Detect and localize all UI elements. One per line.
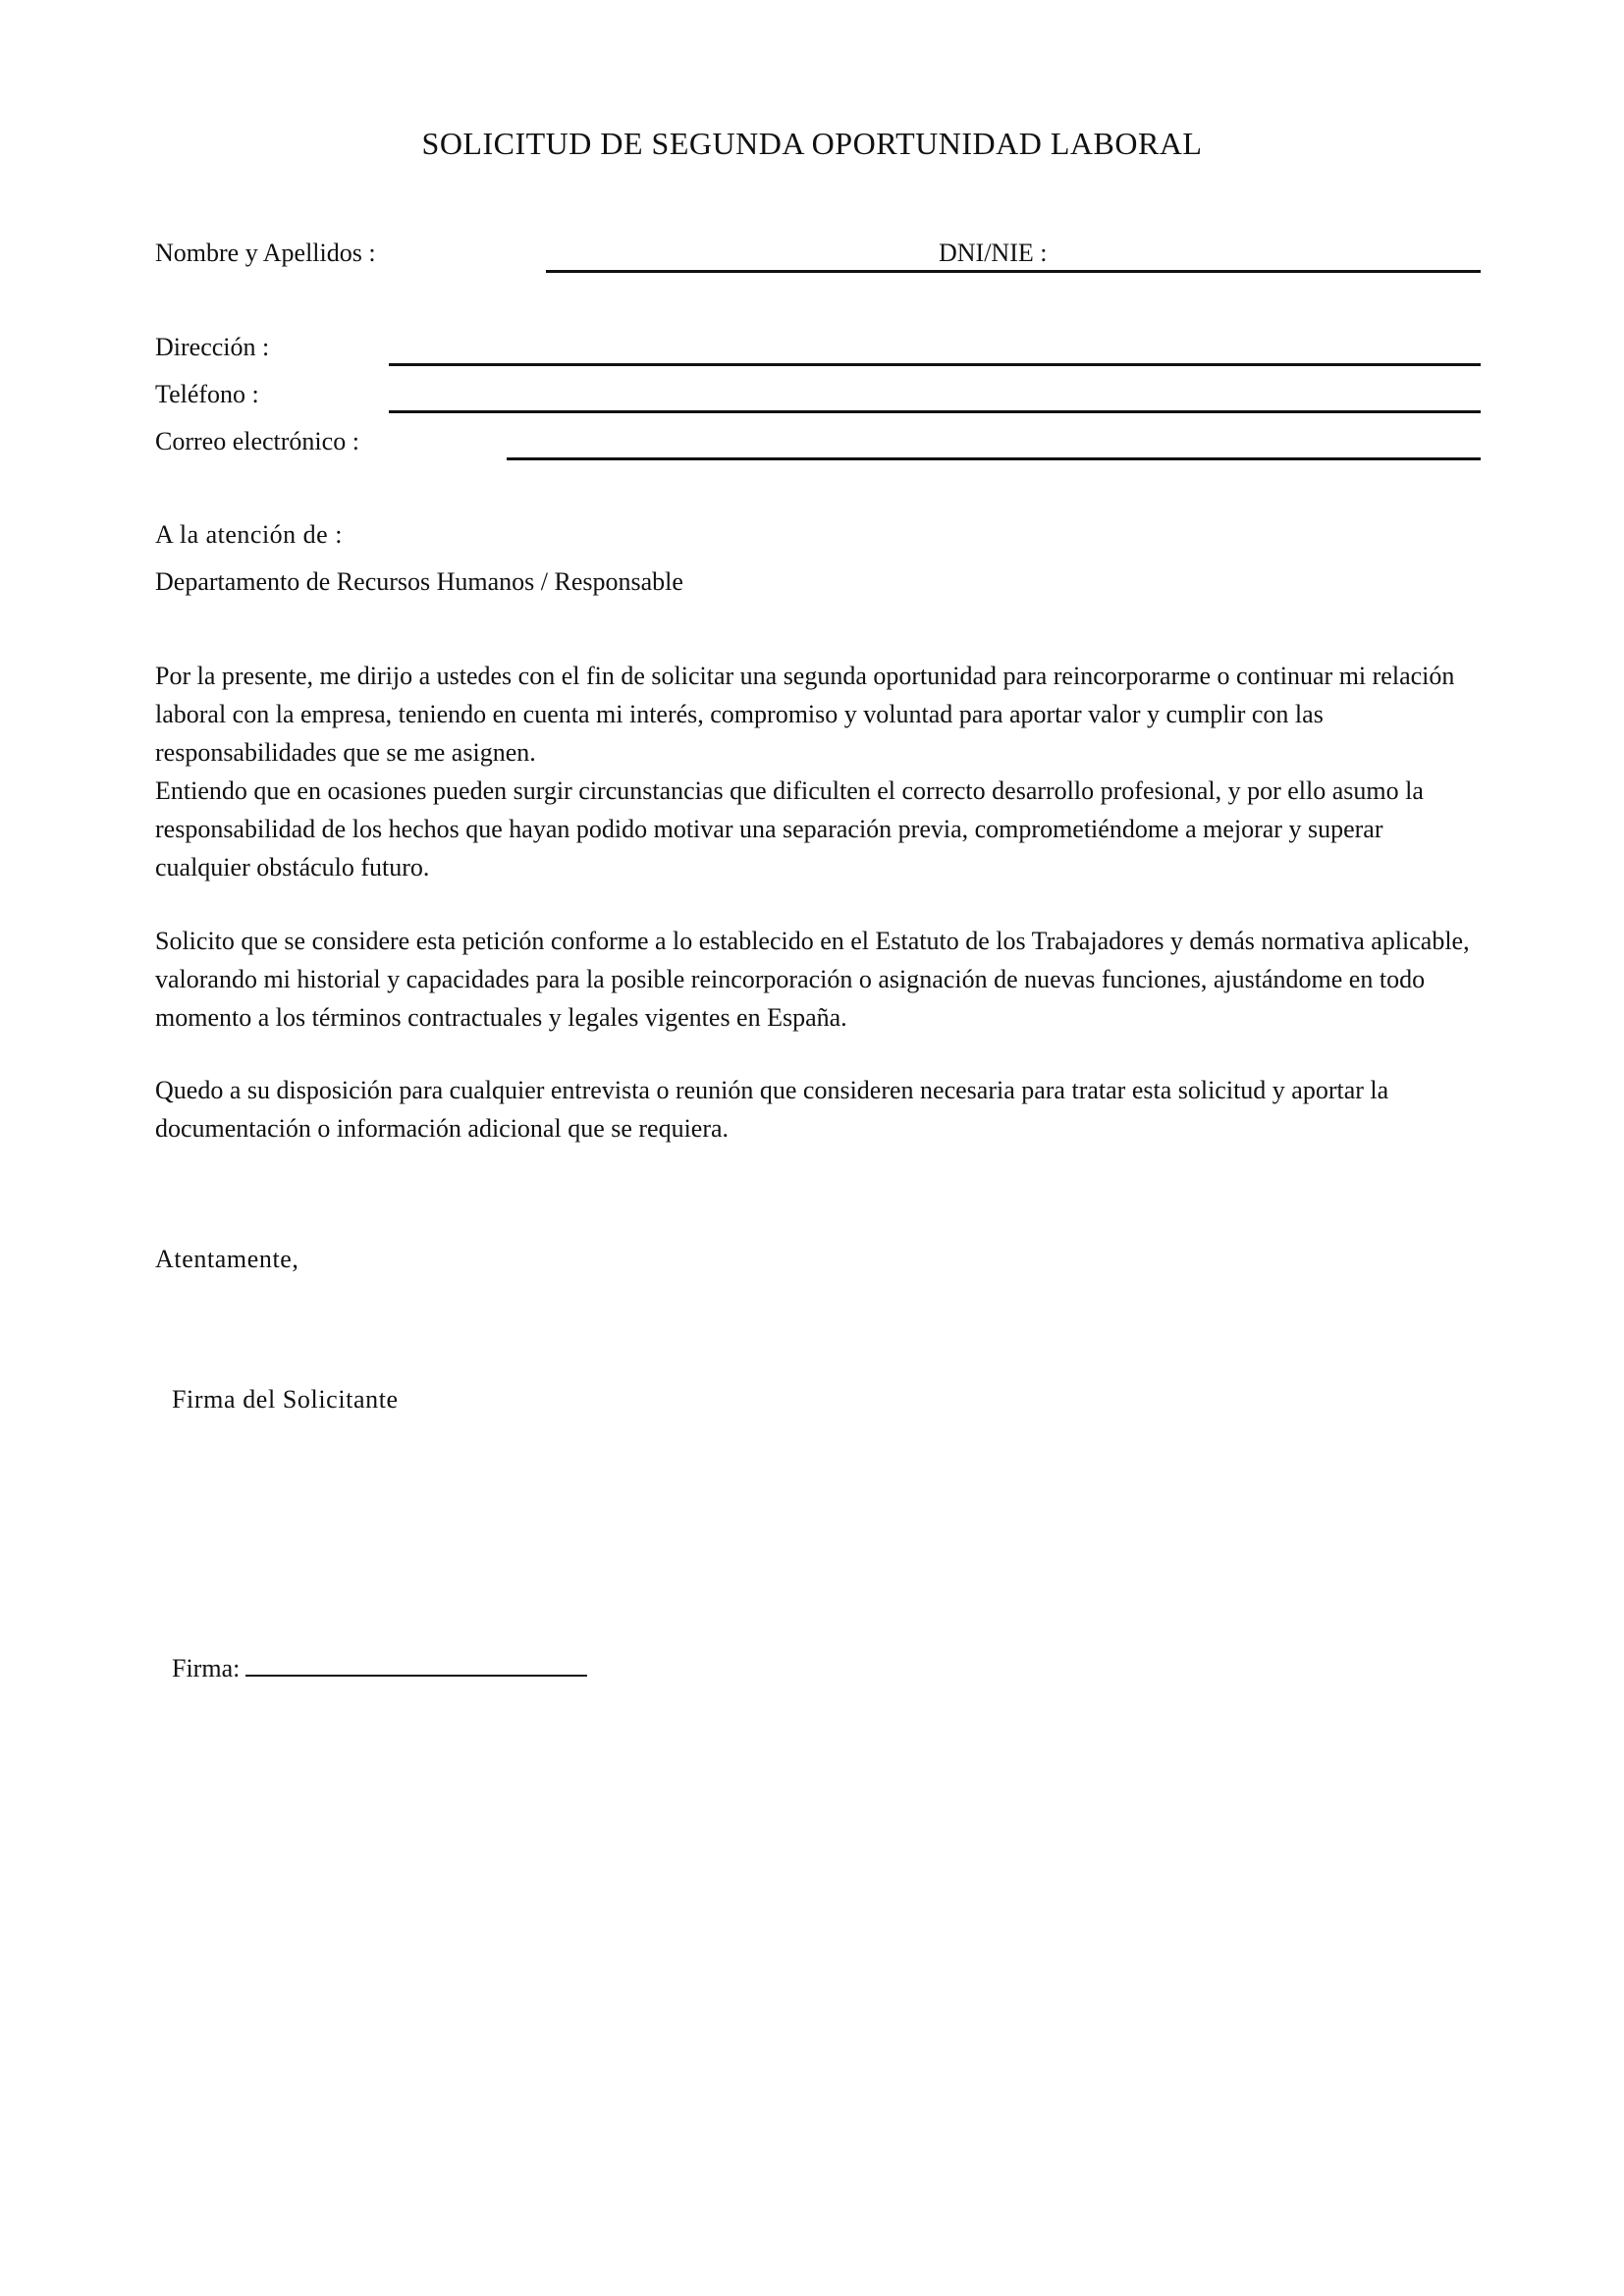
recipient-label: A la atención de : bbox=[155, 520, 343, 549]
recipient-name: Departamento de Recursos Humanos / Responsable bbox=[155, 567, 683, 596]
name-dni-field-line[interactable] bbox=[546, 270, 1481, 273]
name-label: Nombre y Apellidos : bbox=[155, 239, 376, 267]
document-title: SOLICITUD DE SEGUNDA OPORTUNIDAD LABORAL bbox=[421, 126, 1203, 161]
signature-label: Firma: bbox=[172, 1654, 241, 1682]
body-paragraph-1 bbox=[155, 657, 1481, 886]
signer-label: Firma del Solicitante bbox=[172, 1385, 399, 1414]
address-label: Dirección : bbox=[155, 333, 270, 361]
closing-text: Atentamente, bbox=[155, 1245, 299, 1273]
email-field-line[interactable] bbox=[507, 457, 1481, 460]
body-paragraph-1a: Por la presente, me dirijo a ustedes con el fin de solicitar una segunda oportunidad para reincorporarme o continuar mi relación laboral con la empresa, teniendo en cuenta mi interés, compromiso y voluntad para aportar valor y cumplir con las responsabilidades que se me asignen. bbox=[155, 662, 1455, 767]
phone-label: Teléfono : bbox=[155, 380, 259, 408]
body-paragraph-3 bbox=[155, 1071, 1481, 1148]
phone-field-line[interactable] bbox=[389, 410, 1481, 413]
dni-label: DNI/NIE : bbox=[935, 239, 1051, 268]
address-field-line[interactable] bbox=[389, 363, 1481, 366]
signature-row bbox=[172, 1649, 587, 1683]
body-paragraph-2-text: Solicito que se considere esta petición conforme a lo establecido en el Estatuto de los Trabajadores y demás normativa aplicable, valorando mi historial y capacidades para la posible reincorporación o asignación de nuevas funciones, ajustándome en todo momento a los términos contractuales y legales vigentes en España. bbox=[155, 927, 1470, 1032]
body-paragraph-2 bbox=[155, 922, 1481, 1037]
email-label: Correo electrónico : bbox=[155, 427, 359, 455]
body-paragraph-3-text: Quedo a su disposición para cualquier entrevista o reunión que consideren necesaria para tratar esta solicitud y aportar la documentación o información adicional que se requiera. bbox=[155, 1076, 1389, 1143]
body-paragraph-1b: Entiendo que en ocasiones pueden surgir circunstancias que dificulten el correcto desarrollo profesional, y por ello asumo la responsabilidad de los hechos que hayan podido motivar una separación previa, comprometiéndome a mejorar y superar cualquier obstáculo futuro. bbox=[155, 776, 1424, 881]
signature-field-line[interactable] bbox=[245, 1649, 587, 1677]
